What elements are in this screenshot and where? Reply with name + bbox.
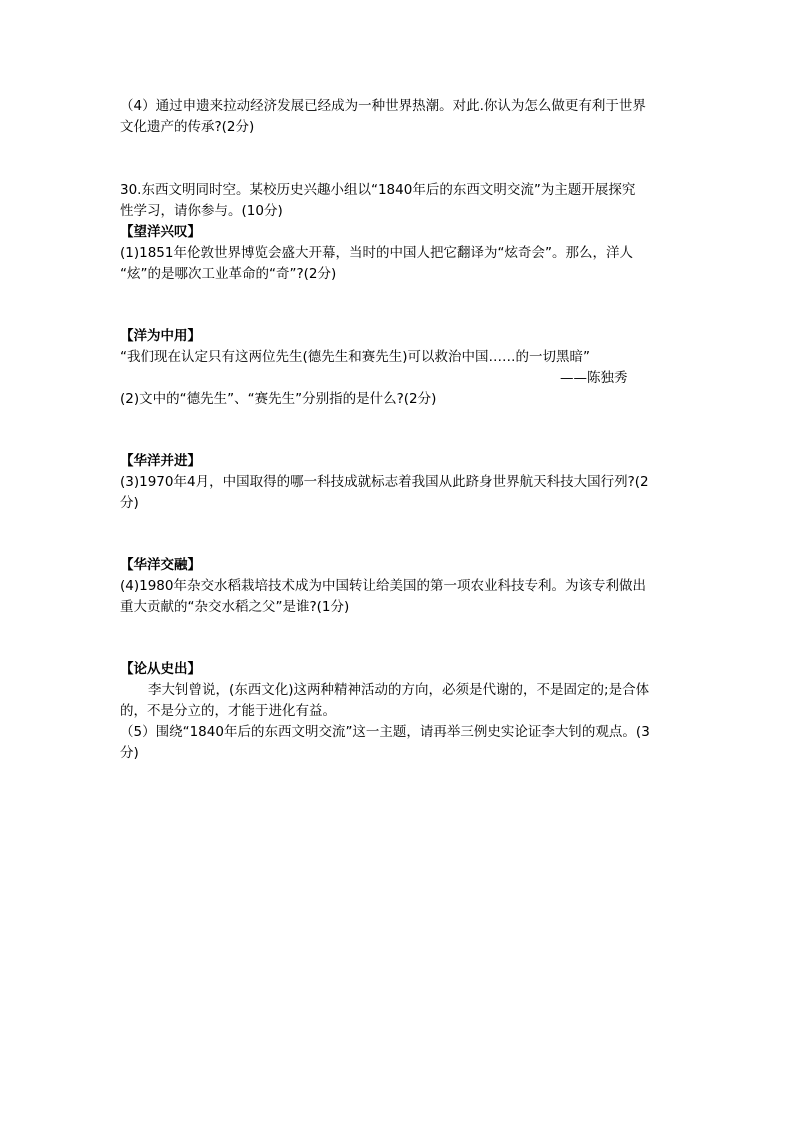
section-2-attribution: ——陈独秀 <box>560 370 628 386</box>
section-1-heading: 【望洋兴叹】 <box>120 224 201 240</box>
q4-line-2: 文化遗产的传承?(2分) <box>120 119 255 135</box>
section-1-line-1: (1)1851年伦敦世界博览会盛大开幕，当时的中国人把它翻译为“炫奇会”。那么，洋人 <box>120 245 633 261</box>
section-3-line-1: (3)1970年4月，中国取得的哪一科技成就标志着我国从此跻身世界航天科技大国行列?(2 <box>120 474 649 490</box>
section-2-question: (2)文中的“德先生”、“赛先生”分别指的是什么?(2分) <box>120 391 437 407</box>
section-5-question-line-1: （5）围绕“1840年后的东西文明交流”这一主题，请再举三例史实论证李大钊的观点。(3 <box>120 724 650 740</box>
section-3-line-2: 分) <box>120 495 139 511</box>
section-4-line-1: (4)1980年杂交水稻栽培技术成为中国转让给美国的第一项农业科技专利。为该专利做出 <box>120 578 646 594</box>
section-5-heading: 【论从史出】 <box>120 661 201 677</box>
section-4-line-2: 重大贡献的“杂交水稻之父”是谁?(1分) <box>120 599 350 615</box>
section-1-line-2: “炫”的是哪次工业革命的“奇”?(2分) <box>120 266 337 282</box>
section-2-quote: “我们现在认定只有这两位先生(德先生和赛先生)可以救治中国……的一切黑暗” <box>120 349 591 365</box>
q30-line-1: 30.东西文明同时空。某校历史兴趣小组以“1840年后的东西文明交流”为主题开展探究 <box>120 182 636 198</box>
section-5-quote-line-1: 李大钊曾说，(东西文化)这两种精神活动的方向，必须是代谢的，不是固定的;是合体 <box>148 682 650 698</box>
q4-line-1: （4）通过申遗来拉动经济发展已经成为一种世界热潮。对此.你认为怎么做更有利于世界 <box>120 98 646 114</box>
section-5-question-line-2: 分) <box>120 745 139 761</box>
section-5-quote-line-2: 的，不是分立的，才能于进化有益。 <box>120 703 336 719</box>
section-4-heading: 【华洋交融】 <box>120 557 201 573</box>
section-3-heading: 【华洋并进】 <box>120 453 201 469</box>
q30-line-2: 性学习，请你参与。(10分) <box>120 203 283 219</box>
section-2-heading: 【洋为中用】 <box>120 328 201 344</box>
